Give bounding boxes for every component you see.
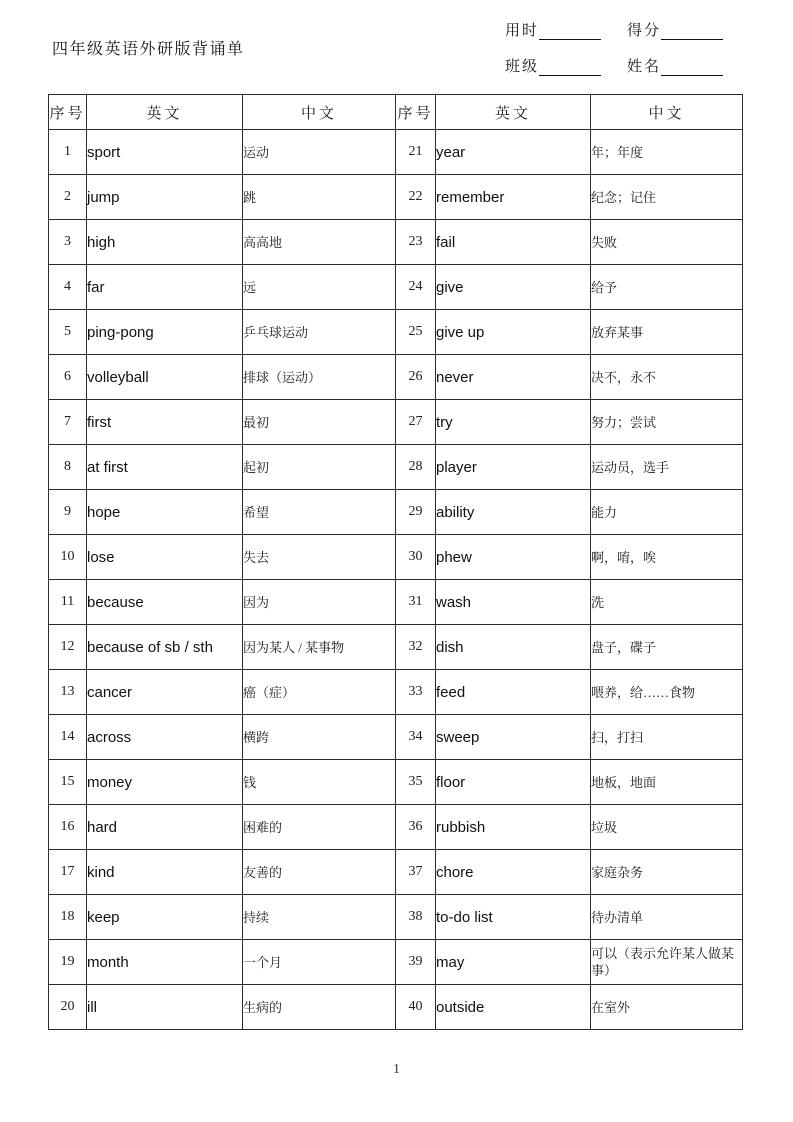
chinese-cell: 乒乓球运动	[243, 310, 396, 355]
score-blank	[661, 25, 723, 40]
table-row	[49, 490, 743, 535]
english-cell: cancer	[87, 670, 243, 715]
english-cell: kind	[87, 850, 243, 895]
index-cell: 37	[396, 850, 436, 895]
chinese-cell: 盘子，碟子	[591, 625, 743, 670]
chinese-cell: 生病的	[243, 985, 396, 1030]
english-cell: fail	[436, 220, 591, 265]
table-row	[49, 985, 743, 1030]
table-row	[49, 400, 743, 445]
english-cell: ping-pong	[87, 310, 243, 355]
time-used-label: 用时	[505, 23, 540, 39]
index-cell: 13	[49, 670, 87, 715]
index-cell: 5	[49, 310, 87, 355]
header-fill-in-block	[505, 20, 755, 92]
table-row	[49, 895, 743, 940]
english-cell: never	[436, 355, 591, 400]
index-cell: 16	[49, 805, 87, 850]
english-cell: player	[436, 445, 591, 490]
chinese-cell: 啊，唷，唉	[591, 535, 743, 580]
chinese-cell: 放弃某事	[591, 310, 743, 355]
chinese-cell: 排球（运动）	[243, 355, 396, 400]
chinese-cell: 家庭杂务	[591, 850, 743, 895]
english-cell: feed	[436, 670, 591, 715]
chinese-cell: 失败	[591, 220, 743, 265]
table-row	[49, 580, 743, 625]
table-row	[49, 760, 743, 805]
index-cell: 30	[396, 535, 436, 580]
table-row	[49, 535, 743, 580]
table-row	[49, 940, 743, 985]
english-cell: volleyball	[87, 355, 243, 400]
english-cell: hope	[87, 490, 243, 535]
table-row	[49, 220, 743, 265]
english-cell: rubbish	[436, 805, 591, 850]
column-header: 序号	[396, 95, 436, 130]
chinese-cell: 希望	[243, 490, 396, 535]
chinese-cell: 癌（症）	[243, 670, 396, 715]
english-cell: because	[87, 580, 243, 625]
column-header: 英文	[436, 95, 591, 130]
fill-row-time-score	[505, 20, 755, 40]
table-row	[49, 130, 743, 175]
english-cell: wash	[436, 580, 591, 625]
index-cell: 14	[49, 715, 87, 760]
column-header: 中文	[243, 95, 396, 130]
index-cell: 28	[396, 445, 436, 490]
index-cell: 10	[49, 535, 87, 580]
index-cell: 19	[49, 940, 87, 985]
english-cell: ill	[87, 985, 243, 1030]
chinese-cell: 能力	[591, 490, 743, 535]
english-cell: high	[87, 220, 243, 265]
fill-row-class-name	[505, 56, 755, 76]
english-cell: keep	[87, 895, 243, 940]
column-header: 序号	[49, 95, 87, 130]
table-row	[49, 265, 743, 310]
english-cell: at first	[87, 445, 243, 490]
english-cell: year	[436, 130, 591, 175]
chinese-cell: 可以（表示允许某人做某事）	[591, 940, 743, 985]
name-label: 姓名	[627, 59, 662, 75]
index-cell: 15	[49, 760, 87, 805]
index-cell: 11	[49, 580, 87, 625]
english-cell: remember	[436, 175, 591, 220]
chinese-cell: 年；年度	[591, 130, 743, 175]
chinese-cell: 洗	[591, 580, 743, 625]
chinese-cell: 喂养，给……食物	[591, 670, 743, 715]
index-cell: 40	[396, 985, 436, 1030]
index-cell: 2	[49, 175, 87, 220]
chinese-cell: 给予	[591, 265, 743, 310]
index-cell: 12	[49, 625, 87, 670]
column-header: 英文	[87, 95, 243, 130]
chinese-cell: 失去	[243, 535, 396, 580]
name-blank	[661, 61, 723, 76]
chinese-cell: 努力；尝试	[591, 400, 743, 445]
chinese-cell: 待办清单	[591, 895, 743, 940]
index-cell: 26	[396, 355, 436, 400]
time-used-blank	[539, 25, 601, 40]
english-cell: across	[87, 715, 243, 760]
page-number: 1	[393, 1062, 400, 1077]
chinese-cell: 横跨	[243, 715, 396, 760]
table-row	[49, 715, 743, 760]
chinese-cell: 运动员，选手	[591, 445, 743, 490]
chinese-cell: 因为某人 / 某事物	[243, 625, 396, 670]
index-cell: 39	[396, 940, 436, 985]
index-cell: 22	[396, 175, 436, 220]
index-cell: 23	[396, 220, 436, 265]
english-cell: may	[436, 940, 591, 985]
english-cell: outside	[436, 985, 591, 1030]
chinese-cell: 钱	[243, 760, 396, 805]
english-cell: hard	[87, 805, 243, 850]
score-label: 得分	[627, 23, 662, 39]
chinese-cell: 因为	[243, 580, 396, 625]
table-header-row	[49, 95, 743, 130]
english-cell: give	[436, 265, 591, 310]
column-header: 中文	[591, 95, 743, 130]
english-cell: sport	[87, 130, 243, 175]
table-row	[49, 310, 743, 355]
class-label: 班级	[505, 59, 540, 75]
index-cell: 17	[49, 850, 87, 895]
english-cell: dish	[436, 625, 591, 670]
index-cell: 31	[396, 580, 436, 625]
table-row	[49, 625, 743, 670]
index-cell: 29	[396, 490, 436, 535]
index-cell: 7	[49, 400, 87, 445]
table-row	[49, 850, 743, 895]
index-cell: 4	[49, 265, 87, 310]
table-row	[49, 355, 743, 400]
english-cell: to-do list	[436, 895, 591, 940]
english-cell: lose	[87, 535, 243, 580]
index-cell: 1	[49, 130, 87, 175]
english-cell: chore	[436, 850, 591, 895]
index-cell: 24	[396, 265, 436, 310]
index-cell: 35	[396, 760, 436, 805]
chinese-cell: 高高地	[243, 220, 396, 265]
chinese-cell: 起初	[243, 445, 396, 490]
index-cell: 3	[49, 220, 87, 265]
english-cell: phew	[436, 535, 591, 580]
index-cell: 20	[49, 985, 87, 1030]
chinese-cell: 最初	[243, 400, 396, 445]
english-cell: first	[87, 400, 243, 445]
index-cell: 18	[49, 895, 87, 940]
index-cell: 25	[396, 310, 436, 355]
chinese-cell: 友善的	[243, 850, 396, 895]
chinese-cell: 纪念；记住	[591, 175, 743, 220]
chinese-cell: 在室外	[591, 985, 743, 1030]
english-cell: far	[87, 265, 243, 310]
chinese-cell: 一个月	[243, 940, 396, 985]
chinese-cell: 困难的	[243, 805, 396, 850]
english-cell: money	[87, 760, 243, 805]
english-cell: ability	[436, 490, 591, 535]
table-row	[49, 445, 743, 490]
index-cell: 6	[49, 355, 87, 400]
page-title: 四年级英语外研版背诵单	[52, 41, 245, 58]
index-cell: 9	[49, 490, 87, 535]
chinese-cell: 远	[243, 265, 396, 310]
english-cell: sweep	[436, 715, 591, 760]
chinese-cell: 运动	[243, 130, 396, 175]
class-blank	[539, 61, 601, 76]
index-cell: 27	[396, 400, 436, 445]
chinese-cell: 扫，打扫	[591, 715, 743, 760]
chinese-cell: 垃圾	[591, 805, 743, 850]
chinese-cell: 持续	[243, 895, 396, 940]
english-cell: month	[87, 940, 243, 985]
index-cell: 33	[396, 670, 436, 715]
index-cell: 34	[396, 715, 436, 760]
english-cell: because of sb / sth	[87, 625, 243, 670]
english-cell: jump	[87, 175, 243, 220]
index-cell: 38	[396, 895, 436, 940]
table-row	[49, 670, 743, 715]
chinese-cell: 决不，永不	[591, 355, 743, 400]
english-cell: floor	[436, 760, 591, 805]
vocabulary-table	[48, 94, 743, 1030]
index-cell: 36	[396, 805, 436, 850]
english-cell: try	[436, 400, 591, 445]
table-row	[49, 805, 743, 850]
index-cell: 21	[396, 130, 436, 175]
index-cell: 8	[49, 445, 87, 490]
chinese-cell: 地板，地面	[591, 760, 743, 805]
english-cell: give up	[436, 310, 591, 355]
chinese-cell: 跳	[243, 175, 396, 220]
table-row	[49, 175, 743, 220]
index-cell: 32	[396, 625, 436, 670]
